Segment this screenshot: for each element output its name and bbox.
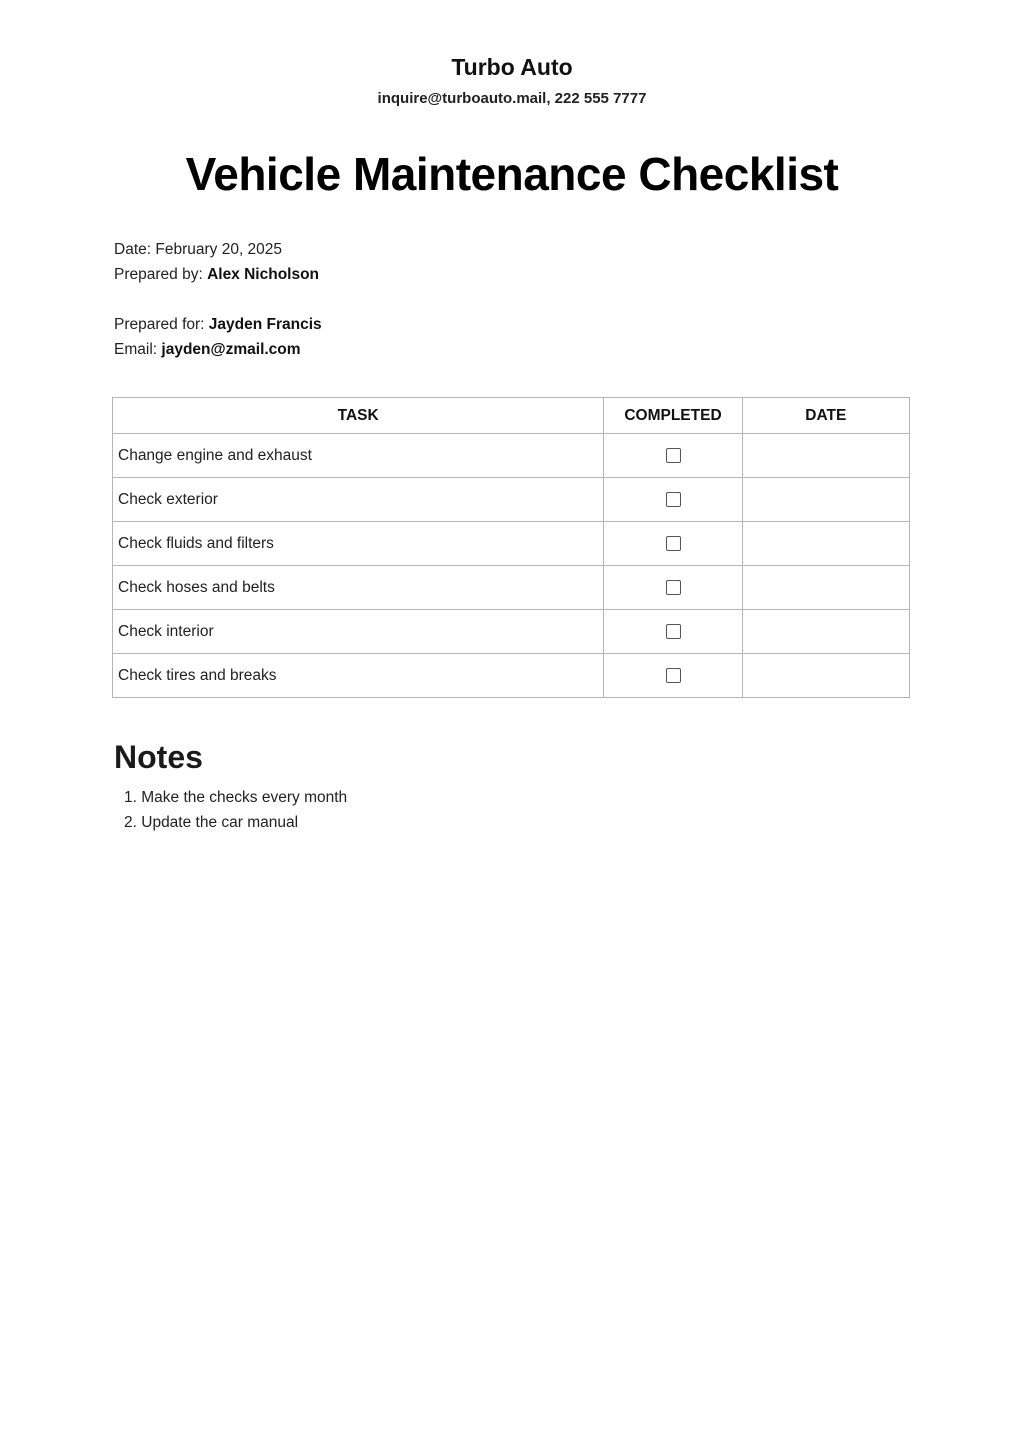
completed-cell (604, 434, 742, 478)
table-row (113, 522, 910, 566)
completed-checkbox[interactable] (666, 536, 681, 551)
notes-list (114, 785, 347, 835)
meta-date-label: Date: (114, 241, 152, 258)
completed-checkbox[interactable] (666, 492, 681, 507)
checklist-table (112, 397, 910, 698)
task-cell: Check tires and breaks (113, 654, 604, 698)
task-cell: Check interior (113, 610, 604, 654)
meta-prepared-for (114, 315, 322, 335)
task-cell: Check exterior (113, 478, 604, 522)
date-cell[interactable] (742, 566, 909, 610)
list-item (114, 810, 347, 835)
completed-cell (604, 478, 742, 522)
company-contact: inquire@turboauto.mail, 222 555 7777 (377, 90, 647, 107)
meta-email-label: Email: (114, 341, 158, 358)
meta-prepared-for-value: Jayden Francis (208, 316, 322, 333)
date-cell[interactable] (742, 610, 909, 654)
list-item-number: 2. (124, 814, 137, 831)
completed-checkbox[interactable] (666, 668, 681, 683)
task-cell: Check fluids and filters (113, 522, 604, 566)
table-row (113, 478, 910, 522)
list-item-text: Make the checks every month (141, 789, 348, 806)
notes-heading: Notes (114, 739, 203, 775)
date-cell[interactable] (742, 654, 909, 698)
meta-date (114, 240, 282, 260)
column-header-completed: COMPLETED (604, 398, 742, 434)
table-row (113, 434, 910, 478)
completed-cell (604, 654, 742, 698)
meta-prepared-for-label: Prepared for: (114, 316, 205, 333)
table-header-row (113, 398, 910, 434)
company-name: Turbo Auto (451, 54, 573, 80)
table-row (113, 610, 910, 654)
meta-prepared-by-value: Alex Nicholson (207, 266, 320, 283)
column-header-date: DATE (742, 398, 909, 434)
list-item-number: 1. (124, 789, 137, 806)
task-cell: Change engine and exhaust (113, 434, 604, 478)
list-item-text: Update the car manual (141, 814, 299, 831)
meta-email-value: jayden@zmail.com (161, 341, 301, 358)
completed-cell (604, 566, 742, 610)
date-cell[interactable] (742, 434, 909, 478)
completed-cell (604, 522, 742, 566)
date-cell[interactable] (742, 478, 909, 522)
meta-date-value: February 20, 2025 (155, 241, 283, 258)
completed-checkbox[interactable] (666, 624, 681, 639)
completed-checkbox[interactable] (666, 448, 681, 463)
table-row (113, 566, 910, 610)
list-item (114, 785, 347, 810)
meta-prepared-by (114, 265, 319, 285)
meta-email (114, 340, 301, 360)
completed-checkbox[interactable] (666, 580, 681, 595)
table-row (113, 654, 910, 698)
page-title: Vehicle Maintenance Checklist (185, 148, 839, 200)
task-cell: Check hoses and belts (113, 566, 604, 610)
date-cell[interactable] (742, 522, 909, 566)
meta-prepared-by-label: Prepared by: (114, 266, 203, 283)
column-header-task: TASK (113, 398, 604, 434)
completed-cell (604, 610, 742, 654)
